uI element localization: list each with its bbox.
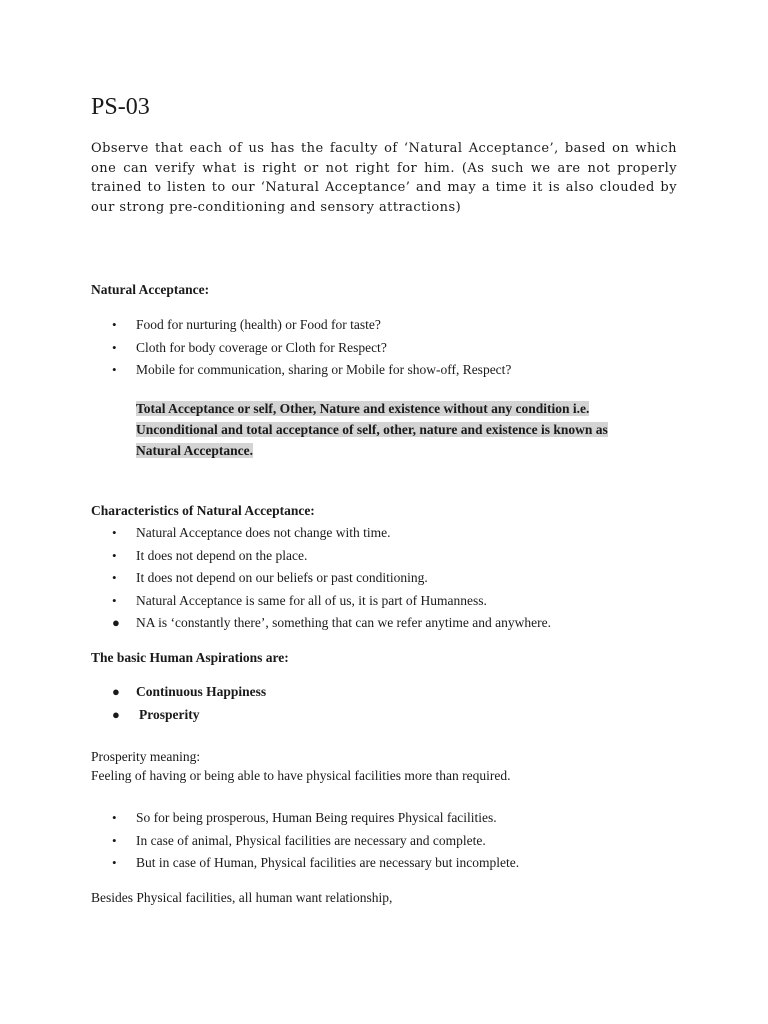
characteristics-heading: Characteristics of Natural Acceptance: bbox=[91, 503, 315, 518]
bullet-icon: ● bbox=[112, 706, 120, 722]
list-item: • Natural Acceptance is same for all of us, it is part of Humanness. bbox=[91, 590, 551, 613]
list-item: • Natural Acceptance does not change with time. bbox=[91, 522, 551, 545]
list-item: • Food for nurturing (health) or Food for taste? bbox=[91, 314, 511, 337]
highlight-line: Unconditional and total acceptance of self, other, nature and existence is known as bbox=[136, 422, 608, 437]
prosperity-definition: Feeling of having or being able to have physical facilities more than required. bbox=[91, 768, 511, 783]
list-item: • So for being prosperous, Human Being requires Physical facilities. bbox=[91, 807, 519, 830]
list-item: • Cloth for body coverage or Cloth for Respect? bbox=[91, 337, 511, 360]
aspirations-heading: The basic Human Aspirations are: bbox=[91, 650, 289, 665]
aspirations-list bbox=[91, 681, 266, 726]
list-item: ● Continuous Happiness bbox=[91, 681, 266, 704]
list-item: • But in case of Human, Physical facilities are necessary but incomplete. bbox=[91, 852, 519, 875]
bullet-icon: • bbox=[112, 810, 117, 825]
bullet-icon: ● bbox=[112, 615, 120, 630]
bullet-icon: • bbox=[112, 832, 117, 848]
bullet-icon: • bbox=[112, 570, 117, 585]
bullet-icon: • bbox=[112, 362, 117, 377]
page-title: PS-03 bbox=[91, 94, 150, 120]
bullet-icon: • bbox=[112, 855, 117, 870]
characteristics-list bbox=[91, 522, 551, 635]
bullet-icon: • bbox=[112, 592, 117, 608]
bullet-icon: • bbox=[112, 547, 117, 563]
list-item: ● NA is ‘constantly there’, something that can we refer anytime and anywhere. bbox=[91, 612, 551, 635]
list-item: • It does not depend on the place. bbox=[91, 545, 551, 568]
highlighted-definition bbox=[136, 398, 696, 461]
closing-sentence: Besides Physical facilities, all human want relationship, bbox=[91, 890, 393, 905]
intro-paragraph: Observe that each of us has the faculty of ‘Natural Acceptance’, based on which one can verify what is right or not right for him. (As such we are not properly trained to listen to our ‘Natural Acceptance’ and may a time it is also clouded by our strong pre-conditioning and sensory attractions) bbox=[91, 141, 677, 215]
list-item: • In case of animal, Physical facilities are necessary and complete. bbox=[91, 830, 519, 853]
bullet-icon: • bbox=[112, 339, 117, 355]
list-item: • Mobile for communication, sharing or Mobile for show-off, Respect? bbox=[91, 359, 511, 382]
natural-acceptance-list bbox=[91, 314, 511, 382]
highlight-line: Total Acceptance or self, Other, Nature and existence without any condition i.e. bbox=[136, 401, 590, 416]
list-item: • It does not depend on our beliefs or past conditioning. bbox=[91, 567, 551, 590]
bullet-icon: • bbox=[112, 317, 117, 332]
physical-facilities-list bbox=[91, 807, 519, 875]
highlight-line: Natural Acceptance. bbox=[136, 443, 253, 458]
natural-acceptance-heading: Natural Acceptance: bbox=[91, 282, 210, 297]
bullet-icon: ● bbox=[112, 684, 120, 699]
bullet-icon: • bbox=[112, 525, 117, 540]
list-item: ● Prosperity bbox=[91, 704, 266, 727]
prosperity-meaning-label: Prosperity meaning: bbox=[91, 749, 201, 764]
